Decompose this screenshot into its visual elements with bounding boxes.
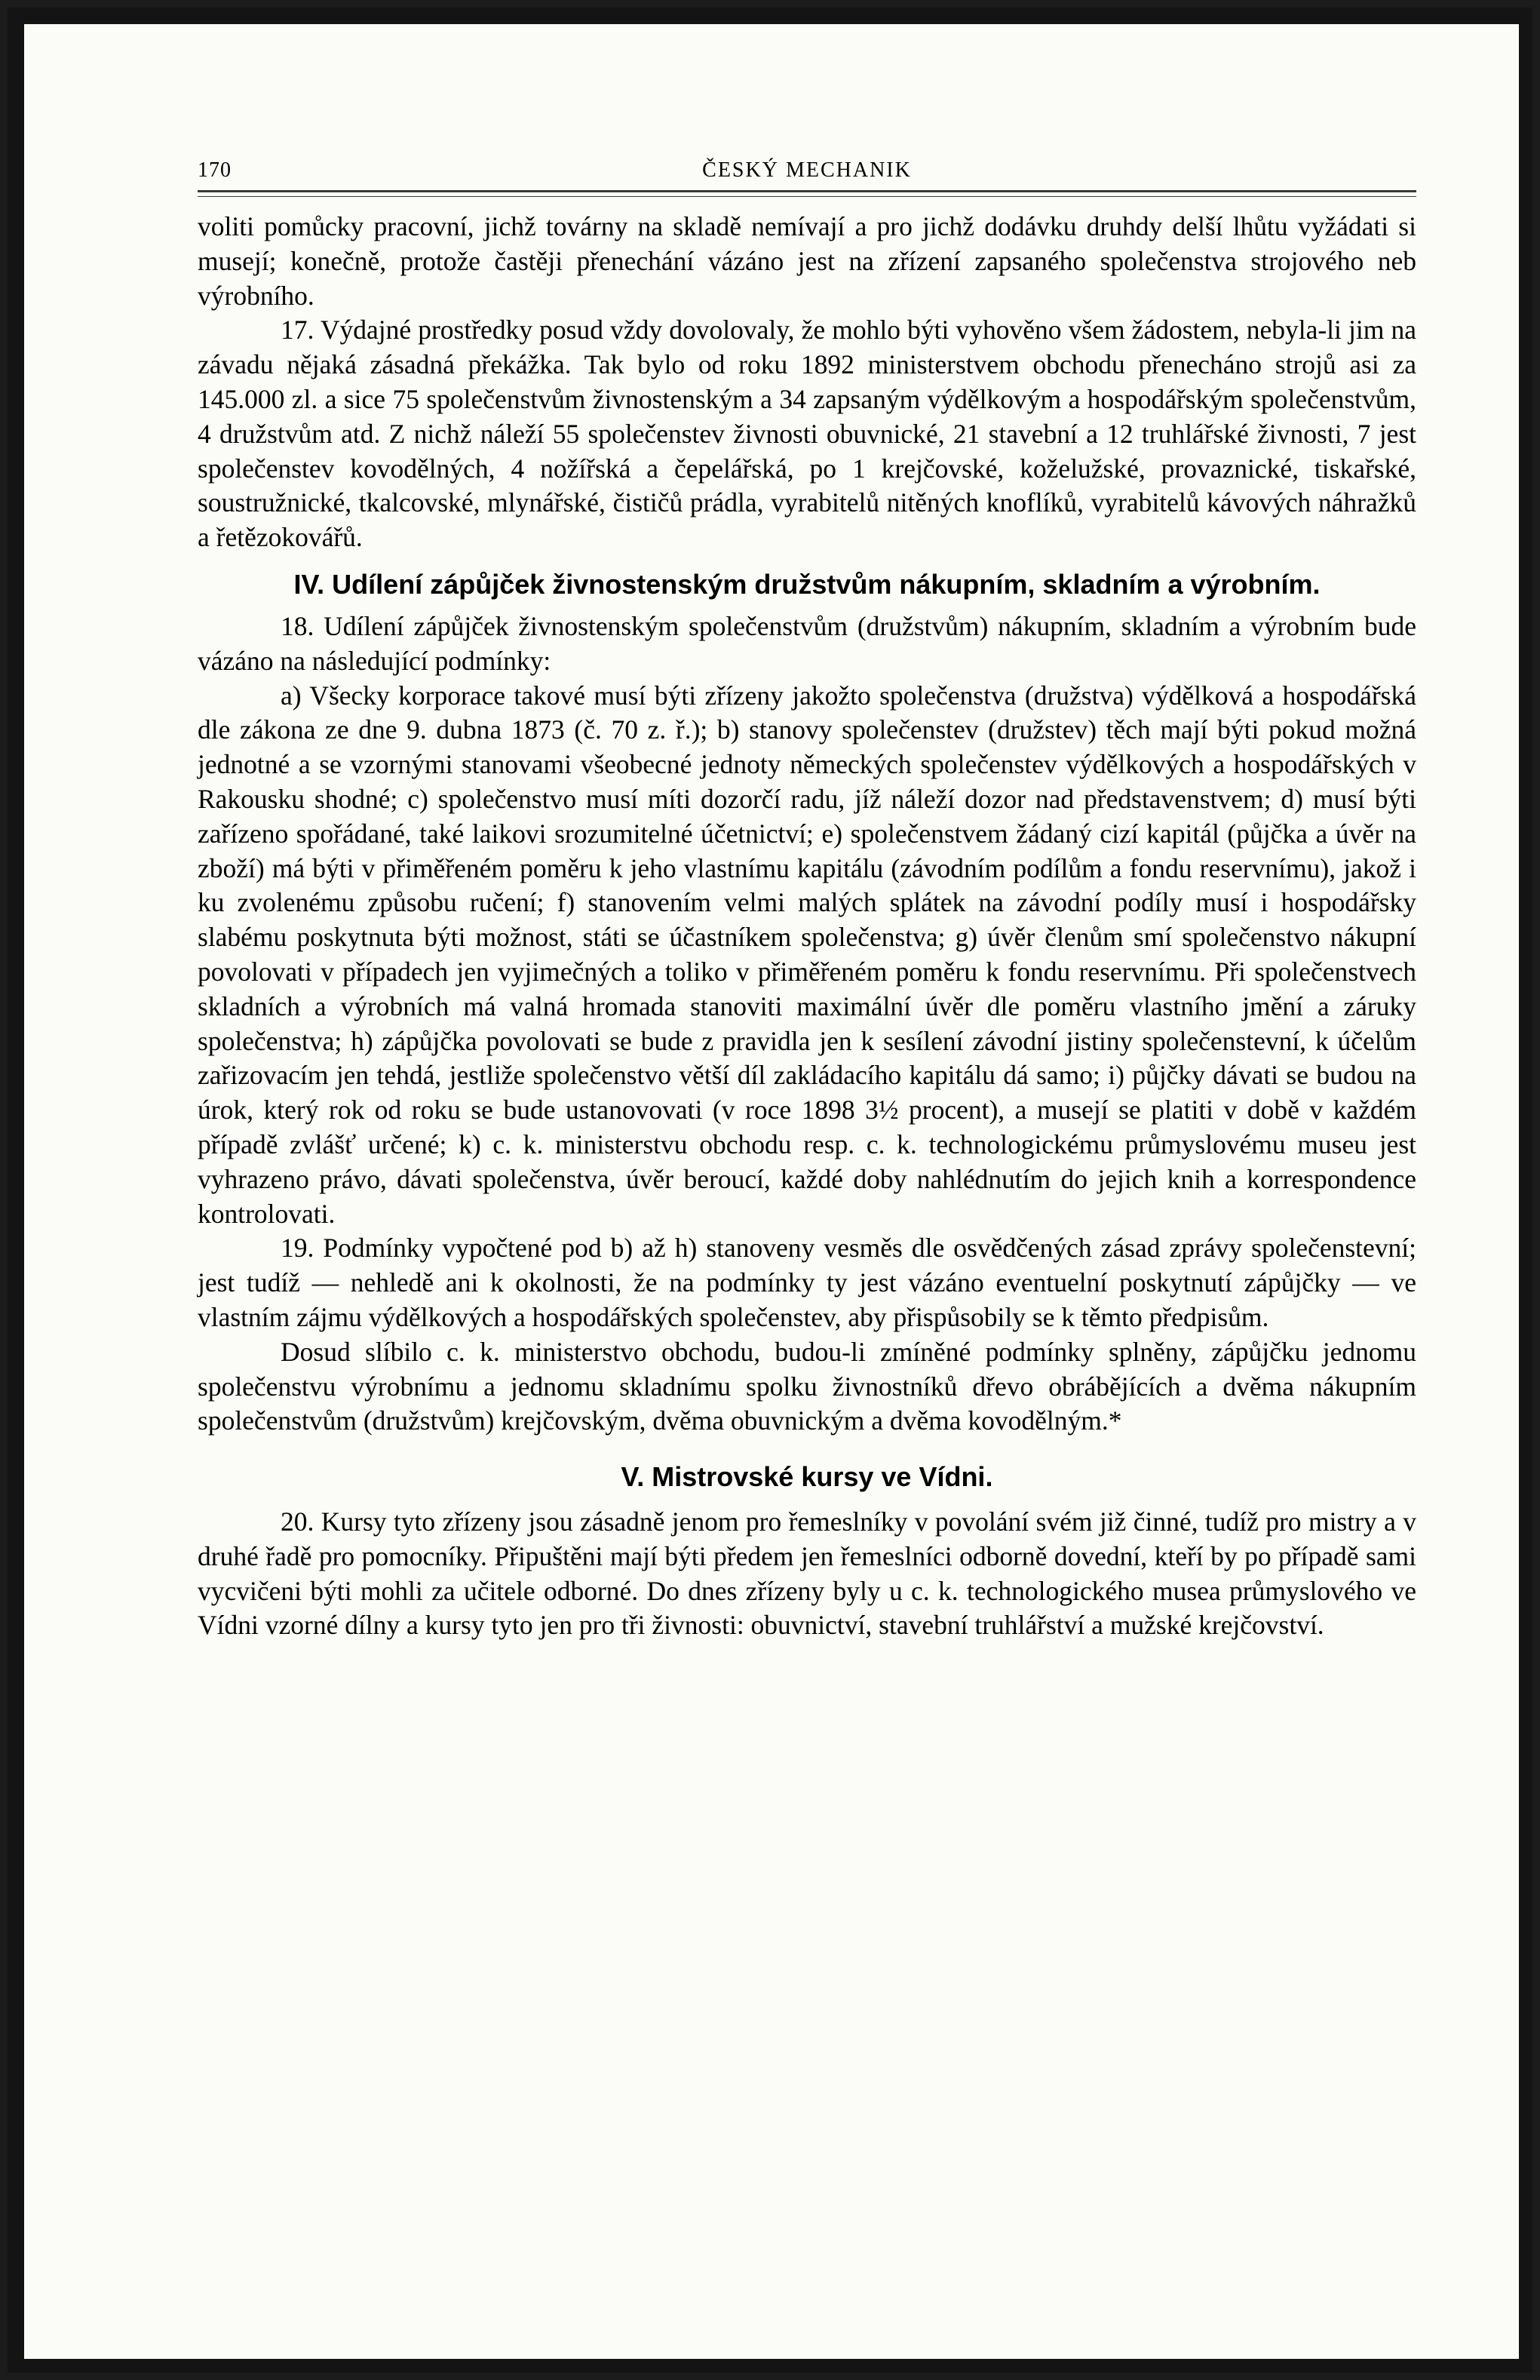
header-rule-thin [198,196,1416,197]
paragraph: Dosud slíbilo c. k. ministerstvo obchodu, budou-li zmíněné podmínky splněny, zápůjčku jednomu společenstvu výrobnímu a jednomu skladnímu spolku živnostníků dřevo obrábějících a dvěma nákupním společenstvům (družstvům) krejčovským, dvěma obuvnickým a dvěma kovodělným.* [198,1336,1416,1436]
header-rule [198,190,1416,192]
page-number: 170 [198,158,232,182]
paragraph: 20. Kursy tyto zřízeny jsou zásadně jenom pro řemeslníky v povolání svém již činné, tudíž pro mistry a v druhé řadě pro pomocníky. Připuštěni mají býti předem jen řemeslníci odborně dovední, kteří by po případě sami vycvičeni býti mohli za učitele odborné. Do dnes zřízeny byly u c. k. technologického musea průmyslového ve Vídni vzorné dílny a kursy tyto jen pro tři živnosti: obuvnictví, stavební truhlářství a mužské krejčovství. [198,1506,1416,1641]
paragraph: 17. Výdajné prostředky posud vždy dovolovaly, že mohlo býti vyhověno všem žádostem, nebyla-li jim na závadu nějaká zásadná překážka. Tak bylo od roku 1892 ministerstvem obchodu přenecháno strojů asi za 145.000 zl. a sice 75 společenstvům živnostenským a 34 zapsaným výdělkovým a hospodářským společenstvům, 4 družstvům atd. Z nichž náleží 55 společenstev živnosti obuvnické, 21 stavební a 12 truhlářské živnosti, 7 jest společenstev kovodělných, 4 nožířská a čepelářská, po 1 krejčovské, koželužské, provaznické, tiskařské, soustružnické, tkalcovské, mlynářské, čističů prádla, vyrabitelů nitěných knoflíků, vyrabitelů kávových náhražků a řetězokovářů. [198,315,1416,553]
section-heading-iv: IV. Udílení zápůjček živnostenským družstvům nákupním, skladním a výrobním. [293,568,1321,600]
paragraph: voliti pomůcky pracovní, jichž továrny na skladě nemívají a pro jichž dodávku druhdy delší lhůtu vyžádati si musejí; konečně, protože častěji přenechání vázáno jest na zřízení zapsaného společenstva strojového neb výrobního. [198,211,1416,311]
page-body [198,210,1416,1643]
page-header [198,155,1416,189]
paragraph: 19. Podmínky vypočtené pod b) až h) stanoveny vesměs dle osvědčených zásad zprávy společenstevní; jest tudíž — nehledě ani k okolnosti, že na podmínky ty jest vázáno eventuelní poskytnutí zápůjčky — ve vlastním zájmu výdělkových a hospodářských společenstev, aby přispůsobily se k těmto předpisům. [198,1233,1416,1332]
paragraph: a) Všecky korporace takové musí býti zřízeny jakožto společenstva (družstva) výdělková a hospodářská dle zákona ze dne 9. dubna 1873 (č. 70 z. ř.); b) stanovy společenstev (družstev) těch mají býti pokud možná jednotné a se vzornými stanovami všeobecné jednoty německých společenstev výdělkových a hospodářských v Rakousku shodné; c) společenstvo musí míti dozorčí radu, jíž náleží dozor nad představenstvem; d) musí býti zařízeno spořádané, také laikovi srozumitelné účetnictví; e) společenstvem žádaný cizí kapitál (půjčka a úvěr na zboží) má býti v přiměřeném poměru k jeho vlastnímu kapitálu (závodním podílům a fondu reservnímu), jakož i ku zvolenému způsobu ručení; f) stanovením velmi malých splátek na závodní podíly musí i hospodářsky slabému poskytnuta býti možnost, státi se účastníkem společenstva; g) úvěr členům smí společenstvo nákupní povolovati v případech jen vyjimečných a toliko v přiměřeném poměru k fondu reservnímu. Při společenstvech skladních a výrobních má valná hromada stanoviti maximální úvěr dle poměru vlastního jmění a záruky společenstva; h) zápůjčka povolovati se bude z pravidla jen k sesílení závodní jistiny společenstevní, k účelům zařizovacím jen tehdá, jestliže společenstvo větší díl zakládacího kapitálu dá samo; i) půjčky dávati se budou na úrok, který rok od roku se bude ustanovovati (v roce 1898 3½ procent), a musejí se platiti v době v každém případě zvlášť určené; k) c. k. ministerstvu obchodu resp. c. k. technologickému průmyslovému museu jest vyhrazeno právo, dávati společenstva, úvěr beroucí, každé doby nahlédnutím do jejich knih a korrespondence kontrolovati. [198,680,1416,1229]
paragraph: 18. Udílení zápůjček živnostenským společenstvům (družstvům) nákupním, skladním a výrobním bude vázáno na následující podmínky: [198,610,1416,676]
running-title: ČESKÝ MECHANIK [702,158,912,182]
section-heading-v: V. Mistrovské kursy ve Vídni. [621,1461,993,1493]
